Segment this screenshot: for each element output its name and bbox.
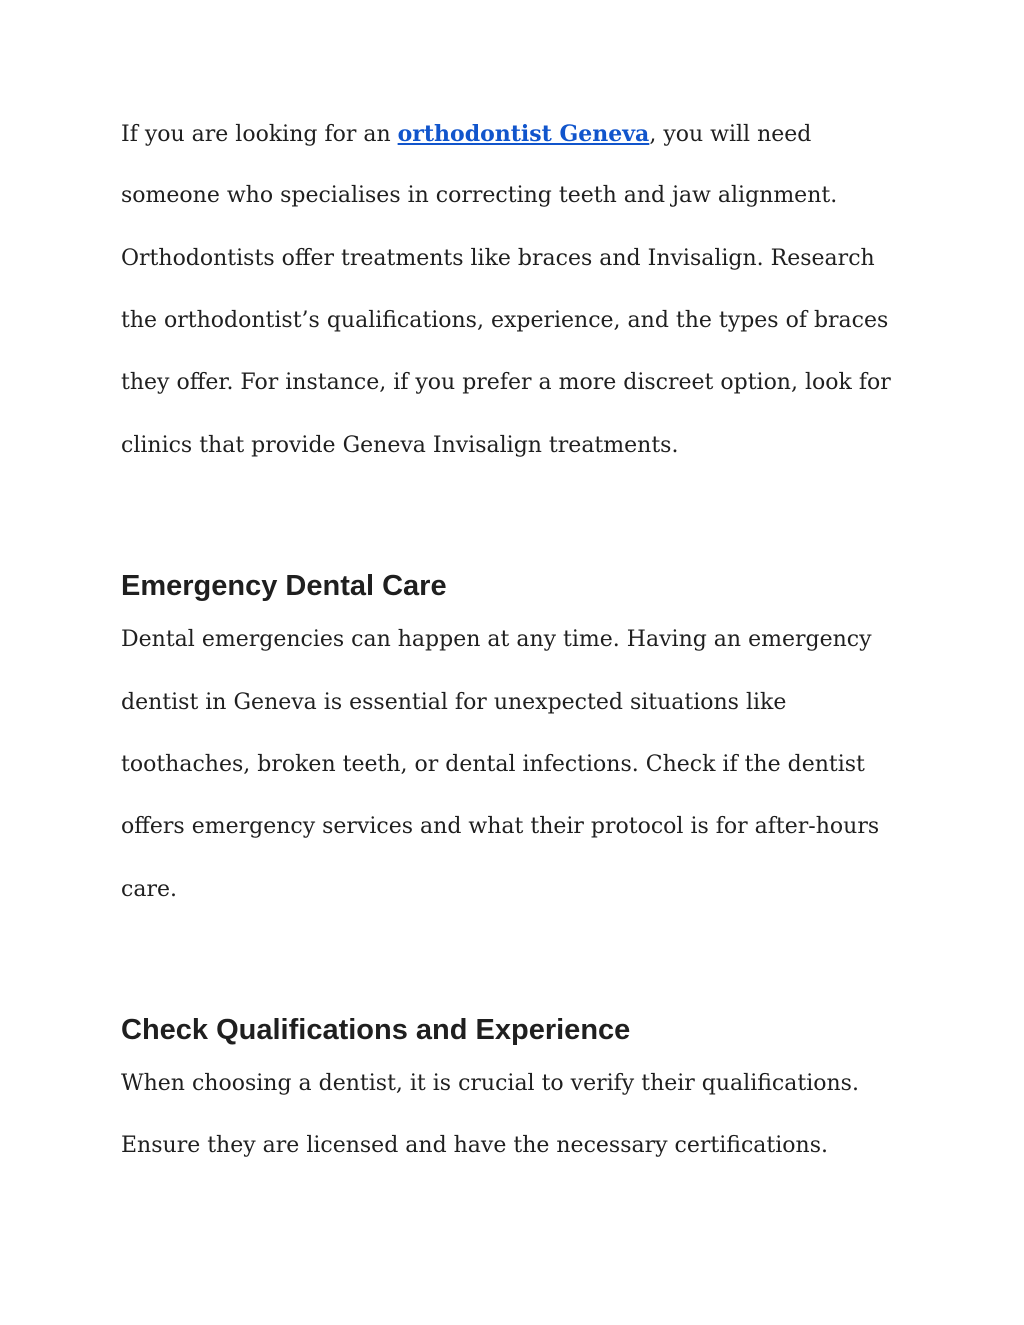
emergency-line-3: toothaches, broken teeth, or dental infections. Check if the dentist <box>121 752 865 777</box>
emergency-line-5: care. <box>121 877 177 902</box>
emergency-heading: Emergency Dental Care <box>121 570 447 602</box>
intro-line-6: clinics that provide Geneva Invisalign treatments. <box>121 433 679 458</box>
qualifications-line-2: Ensure they are licensed and have the necessary certifications. <box>121 1133 828 1158</box>
intro-line-1 <box>121 119 811 150</box>
emergency-line-1: Dental emergencies can happen at any time. Having an emergency <box>121 627 872 652</box>
emergency-line-2: dentist in Geneva is essential for unexpected situations like <box>121 690 787 715</box>
intro-text-before-link: If you are looking for an <box>121 122 398 147</box>
intro-line-4: the orthodontist’s qualifications, experience, and the types of braces <box>121 308 889 333</box>
qualifications-heading: Check Qualifications and Experience <box>121 1014 631 1046</box>
qualifications-line-1: When choosing a dentist, it is crucial to verify their qualifications. <box>121 1071 859 1096</box>
emergency-line-4: offers emergency services and what their protocol is for after-hours <box>121 814 880 839</box>
intro-line-3: Orthodontists offer treatments like braces and Invisalign. Research <box>121 246 875 271</box>
intro-line-5: they offer. For instance, if you prefer a more discreet option, look for <box>121 370 891 395</box>
intro-text-after-link: , you will need <box>649 122 812 147</box>
intro-line-2: someone who specialises in correcting teeth and jaw alignment. <box>121 183 838 208</box>
orthodontist-geneva-link[interactable]: orthodontist Geneva <box>397 121 650 147</box>
